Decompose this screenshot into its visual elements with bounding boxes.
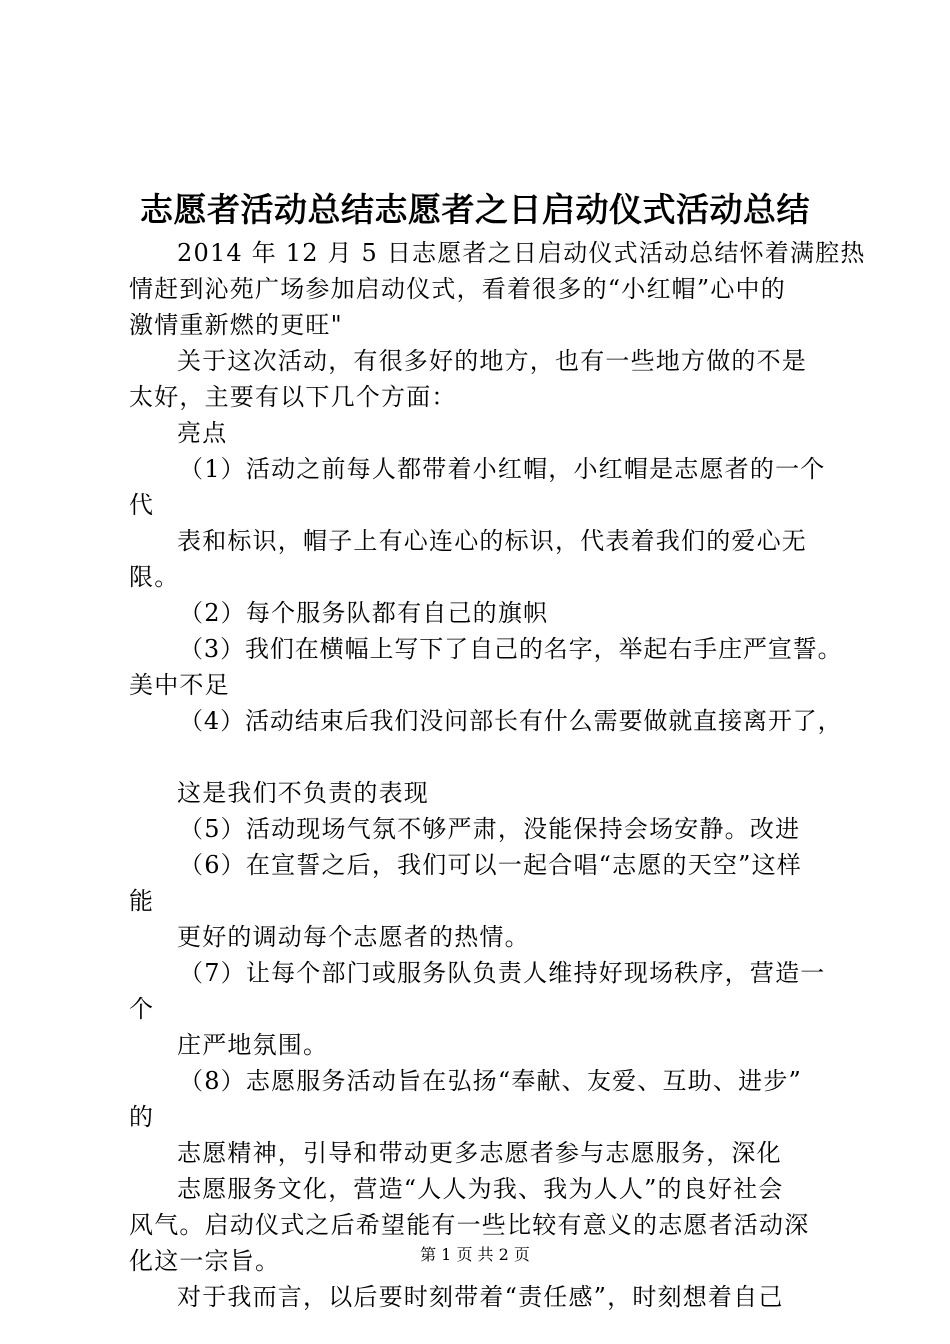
document-body <box>129 235 866 1315</box>
body-line: 激情重新燃的更旺" <box>129 311 343 339</box>
body-line: 的 <box>129 1103 155 1131</box>
body-line: 限。 <box>129 563 180 591</box>
list-item: （4）活动结束后我们没问部长有什么需要做就直接离开了， <box>179 707 843 735</box>
body-line: 庄严地氛围。 <box>177 1031 329 1059</box>
body-line: 关于这次活动，有很多好的地方，也有一些地方做的不是 <box>177 347 807 375</box>
body-line: 风气。启动仪式之后希望能有一些比较有意义的志愿者活动深 <box>129 1211 810 1239</box>
list-item: （2）每个服务队都有自己的旗帜 <box>179 599 549 627</box>
body-line: 志愿服务文化，营造“人人为我、我为人人”的良好社会 <box>177 1175 784 1203</box>
body-line: 志愿精神，引导和带动更多志愿者参与志愿服务，深化 <box>177 1139 782 1167</box>
list-item: （3）我们在横幅上写下了自己的名字，举起右手庄严宣誓。 <box>179 635 843 663</box>
list-item: （1）活动之前每人都带着小红帽，小红帽是志愿者的一个 <box>179 455 826 483</box>
body-line: 情赶到沁苑广场参加启动仪式，看着很多的“小红帽”心中的 <box>129 275 786 303</box>
section-heading: 美中不足 <box>129 671 230 699</box>
body-line: 表和标识，帽子上有心连心的标识，代表着我们的爱心无 <box>177 527 807 555</box>
body-line: 2014 年 12 月 5 日志愿者之日启动仪式活动总结怀着满腔热 <box>177 239 866 267</box>
body-line: 个 <box>129 995 155 1023</box>
list-item: （6）在宣誓之后，我们可以一起合唱“志愿的天空”这样 <box>179 851 803 879</box>
body-line: 更好的调动每个志愿者的热情。 <box>177 923 530 951</box>
body-line: 化这一宗旨。 <box>129 1247 281 1275</box>
list-item: （7）让每个部门或服务队负责人维持好现场秩序，营造一 <box>179 959 826 987</box>
body-line: 代 <box>129 491 155 519</box>
section-heading: 亮点 <box>177 419 228 447</box>
page-title: 志愿者活动总结志愿者之日启动仪式活动总结 <box>140 190 810 229</box>
body-line: 太好，主要有以下几个方面： <box>129 383 457 411</box>
blank-line <box>129 739 859 775</box>
list-item: （8）志愿服务活动旨在弘扬“奉献、友爱、互助、进步” <box>179 1067 803 1095</box>
body-line: 对于我而言，以后要时刻带着“责任感”，时刻想着自己 <box>177 1283 784 1311</box>
page-footer <box>0 1243 950 1267</box>
body-line: 这是我们不负责的表现 <box>177 779 429 807</box>
list-item: （5）活动现场气氛不够严肃，没能保持会场安静。改进 <box>179 815 801 843</box>
body-line: 能 <box>129 887 155 915</box>
page-indicator: 第 1 页 共 2 页 <box>420 1245 530 1264</box>
